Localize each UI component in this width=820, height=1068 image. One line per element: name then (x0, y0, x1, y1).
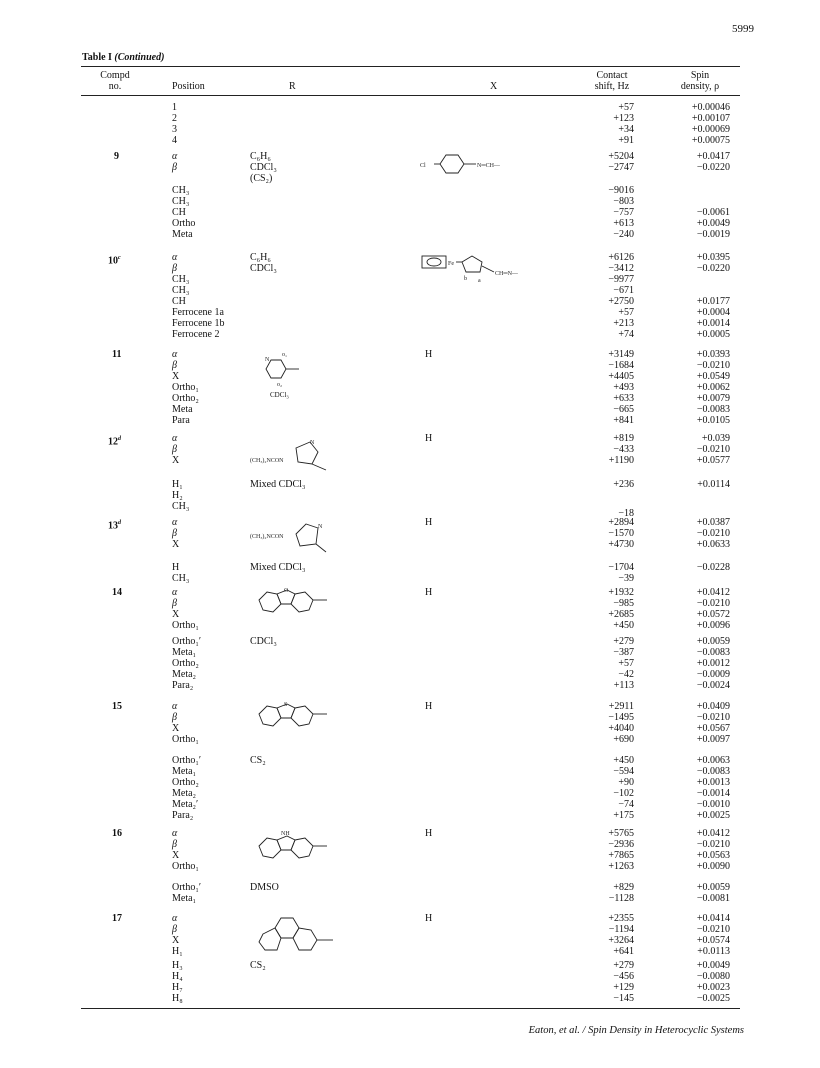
row-contact-shift: +829 (613, 882, 634, 893)
row-contact-shift: +4040 (608, 723, 634, 734)
row-position: Ortho₁′ (172, 636, 202, 647)
row-spin-density: +0.0062 (696, 382, 730, 393)
row-contact-shift: +1190 (608, 455, 634, 466)
x-14: H (425, 587, 433, 598)
row-contact-shift: +5204 (608, 151, 634, 162)
row-spin-density: −0.0083 (696, 404, 730, 415)
struct-cp-inner (427, 258, 441, 266)
x-13: H (425, 517, 433, 528)
row-position: α (172, 587, 178, 598)
compound-15: 15 (112, 701, 122, 712)
row-position: Ortho₁ (172, 734, 199, 745)
row-contact-shift: +57 (618, 307, 634, 318)
row-contact-shift: +2750 (608, 296, 634, 307)
row-spin-density: +0.0004 (696, 307, 730, 318)
struct-label-s: S (284, 702, 288, 708)
row-contact-shift: −102 (613, 788, 634, 799)
row-spin-density: +0.0574 (696, 935, 730, 946)
row-spin-density: +0.0005 (696, 329, 730, 340)
row-contact-shift: −240 (613, 229, 634, 240)
row-contact-shift: +236 (613, 479, 634, 490)
struct-ring-right (291, 592, 313, 612)
row-position: α (172, 701, 178, 712)
header-rule (81, 95, 740, 96)
row-contact-shift: −9977 (608, 274, 634, 285)
row-contact-shift: −456 (613, 971, 634, 982)
row-spin-density: +0.0177 (696, 296, 730, 307)
row-contact-shift: +819 (613, 433, 634, 444)
row-contact-shift: −1495 (608, 712, 634, 723)
struct-bond (312, 464, 326, 470)
row-position: H₃ (172, 960, 183, 971)
r-13-solvent: Mixed CDCl₃ (250, 562, 306, 573)
row-spin-density: −0.0009 (696, 669, 730, 680)
row-position: 1 (172, 102, 177, 113)
row-contact-shift: −985 (613, 598, 634, 609)
row-contact-shift: −671 (613, 285, 634, 296)
header-compd: Compd (100, 70, 130, 81)
row-spin-density: +0.0059 (696, 882, 730, 893)
row-position: Para₂ (172, 680, 194, 691)
row-position: Ortho₁′ (172, 882, 202, 893)
struct-bond (316, 544, 326, 552)
row-contact-shift: −433 (613, 444, 634, 455)
row-spin-density: +0.00107 (691, 113, 730, 124)
compound-10: 10$^c$ (108, 255, 121, 267)
row-position: X (172, 609, 180, 620)
row-contact-shift: −3412 (608, 263, 634, 274)
row-contact-shift: +2355 (608, 913, 634, 924)
row-contact-shift: −665 (613, 404, 634, 415)
structure-14 (255, 586, 345, 622)
row-contact-shift: +57 (618, 102, 634, 113)
row-spin-density: −0.0220 (696, 162, 730, 173)
r-11-solvent: CDCl₃ (270, 391, 289, 399)
row-spin-density: −0.0228 (696, 562, 730, 573)
row-position: α (172, 433, 178, 444)
struct-ring (440, 155, 464, 173)
header-position: Position (172, 81, 205, 92)
row-contact-shift: −2747 (608, 162, 634, 173)
compound-12: 12$^d$ (108, 436, 121, 448)
struct-ring-top (275, 918, 299, 938)
compound-11: 11 (112, 349, 122, 360)
row-contact-shift: +34 (618, 124, 634, 135)
row-contact-shift: +57 (618, 658, 634, 669)
row-position: β (172, 924, 177, 935)
row-position: CH₃ (172, 573, 190, 584)
row-position: CH₃ (172, 285, 190, 296)
row-position: Ferrocene 2 (172, 329, 220, 340)
struct-label-n: N (265, 357, 270, 363)
row-contact-shift: −1684 (608, 360, 634, 371)
row-position: β (172, 528, 177, 539)
row-spin-density: −0.0019 (696, 229, 730, 240)
struct-label-sub: (CH₃)₂NCON (250, 458, 284, 464)
row-position: H₄ (172, 971, 183, 982)
row-contact-shift: −1704 (608, 562, 634, 573)
structure-16 (255, 828, 345, 868)
compound-17: 17 (112, 913, 122, 924)
row-contact-shift: +279 (613, 636, 634, 647)
header-density: density, ρ (680, 81, 720, 92)
row-position: β (172, 360, 177, 371)
row-position: Ortho₁ (172, 861, 199, 872)
row-position: Para (172, 415, 190, 426)
row-spin-density: +0.0577 (696, 455, 730, 466)
row-position: Ortho₂ (172, 393, 199, 404)
row-spin-density: +0.0079 (696, 393, 730, 404)
row-contact-shift: +129 (613, 982, 634, 993)
row-position: α (172, 828, 178, 839)
row-spin-density: +0.0049 (696, 960, 730, 971)
row-position: X (172, 935, 180, 946)
row-position: CH (172, 296, 186, 307)
row-position: CH₃ (172, 185, 190, 196)
row-position: Meta₂ (172, 669, 197, 680)
structure-9 (420, 150, 550, 178)
row-spin-density: −0.0210 (696, 924, 730, 935)
row-contact-shift: −74 (618, 799, 634, 810)
struct-label-b: b (464, 276, 467, 282)
row-spin-density: +0.0563 (696, 850, 730, 861)
struct-label-chain: CH═N— (495, 271, 518, 277)
row-contact-shift: +4405 (608, 371, 634, 382)
row-spin-density: −0.0010 (696, 799, 730, 810)
row-position: Meta₁ (172, 766, 197, 777)
structure-10 (420, 250, 550, 286)
row-position: Meta₁ (172, 647, 197, 658)
row-contact-shift: +450 (613, 755, 634, 766)
row-contact-shift: +175 (613, 810, 634, 821)
r-9-solvent-2: CDCl₃ (250, 162, 277, 173)
row-position: Ferrocene 1a (172, 307, 224, 318)
row-contact-shift: +5765 (608, 828, 634, 839)
row-contact-shift: −9016 (608, 185, 634, 196)
row-contact-shift: +279 (613, 960, 634, 971)
struct-label-chain: N═CH— (477, 163, 500, 169)
row-position: CH (172, 207, 186, 218)
row-position: α (172, 252, 178, 263)
struct-ring-left (259, 928, 281, 950)
row-position: β (172, 712, 177, 723)
row-spin-density: +0.0090 (696, 861, 730, 872)
row-contact-shift: +2685 (608, 609, 634, 620)
struct-label-cl: Cl (420, 163, 426, 169)
row-spin-density: +0.0096 (696, 620, 730, 631)
row-spin-density: +0.0412 (696, 828, 730, 839)
struct-bond (482, 266, 494, 272)
row-contact-shift: −145 (613, 993, 634, 1004)
row-contact-shift: +213 (613, 318, 634, 329)
struct-ring-right (291, 838, 313, 858)
row-spin-density: +0.0393 (696, 349, 730, 360)
row-spin-density: +0.0025 (696, 810, 730, 821)
structure-12 (250, 434, 350, 474)
row-position: 2 (172, 113, 177, 124)
row-position: β (172, 839, 177, 850)
r-16-solvent: DMSO (250, 882, 279, 893)
row-contact-shift: −2936 (608, 839, 634, 850)
table-caption (82, 52, 164, 63)
row-position: H₈ (172, 993, 183, 1004)
row-spin-density: +0.039 (701, 433, 730, 444)
row-contact-shift: +4730 (608, 539, 634, 550)
row-position: β (172, 598, 177, 609)
row-contact-shift: +1263 (608, 861, 634, 872)
compound-16: 16 (112, 828, 122, 839)
r-12-solvent: Mixed CDCl₃ (250, 479, 306, 490)
row-position: Meta (172, 229, 193, 240)
row-spin-density: +0.0412 (696, 587, 730, 598)
row-spin-density: +0.0567 (696, 723, 730, 734)
row-spin-density: +0.0409 (696, 701, 730, 712)
row-position: α (172, 349, 178, 360)
structure-11 (255, 350, 315, 390)
r-9-solvent-1: C₆H₆ (250, 151, 271, 162)
struct-label-o1: o₁ (282, 352, 288, 358)
row-spin-density: −0.0210 (696, 839, 730, 850)
caption-suffix: (Continued) (114, 52, 165, 63)
row-position: X (172, 723, 180, 734)
row-position: H₁ (172, 946, 183, 957)
row-position: Ferrocene 1b (172, 318, 225, 329)
row-position: 3 (172, 124, 177, 135)
row-position: CH₃ (172, 274, 190, 285)
row-position: α (172, 151, 178, 162)
row-contact-shift: −594 (613, 766, 634, 777)
row-contact-shift: −757 (613, 207, 634, 218)
bottom-rule (81, 1008, 740, 1009)
row-spin-density: +0.00046 (691, 102, 730, 113)
row-contact-shift: −39 (618, 573, 634, 584)
row-spin-density: +0.0395 (696, 252, 730, 263)
x-12: H (425, 433, 433, 444)
row-contact-shift: +7865 (608, 850, 634, 861)
row-spin-density: +0.0013 (696, 777, 730, 788)
structure-13 (250, 518, 350, 558)
row-contact-shift: +613 (613, 218, 634, 229)
x-11: H (425, 349, 433, 360)
row-contact-shift: +690 (613, 734, 634, 745)
compound-14: 14 (112, 587, 122, 598)
row-contact-shift: +113 (613, 680, 634, 691)
row-position: Para₂ (172, 810, 194, 821)
top-rule (81, 66, 740, 67)
row-contact-shift: +91 (618, 135, 634, 146)
row-spin-density: +0.0105 (696, 415, 730, 426)
struct-ring (462, 256, 482, 272)
row-spin-density: +0.0012 (696, 658, 730, 669)
row-contact-shift: +123 (613, 113, 634, 124)
row-spin-density: −0.0210 (696, 528, 730, 539)
struct-label-nh: NH (281, 831, 290, 837)
row-spin-density: +0.0114 (697, 479, 730, 490)
struct-ring-right (293, 928, 317, 950)
row-spin-density: −0.0210 (696, 360, 730, 371)
row-contact-shift: −803 (613, 196, 634, 207)
row-contact-shift: +90 (618, 777, 634, 788)
r-17-solvent: CS₂ (250, 960, 266, 971)
struct-label-fe: Fe (448, 261, 454, 267)
r-14-solvent: CDCl₃ (250, 636, 277, 647)
struct-label-o: O (284, 588, 289, 594)
row-spin-density: +0.0414 (696, 913, 730, 924)
row-contact-shift: −1570 (608, 528, 634, 539)
row-spin-density: +0.0023 (696, 982, 730, 993)
row-position: Ortho₁′ (172, 755, 202, 766)
row-spin-density: −0.0210 (696, 598, 730, 609)
row-contact-shift: +6126 (608, 252, 634, 263)
struct-ring (296, 524, 318, 546)
row-position: Meta₁ (172, 893, 197, 904)
row-spin-density: +0.00075 (691, 135, 730, 146)
row-spin-density: +0.0572 (696, 609, 730, 620)
row-spin-density: +0.0049 (696, 218, 730, 229)
row-position: H (172, 562, 180, 573)
row-position: α (172, 517, 178, 528)
row-position: α (172, 913, 178, 924)
compound-13: 13$^d$ (108, 520, 121, 532)
row-contact-shift: −18 (618, 508, 634, 519)
row-contact-shift: +2911 (608, 701, 634, 712)
row-spin-density: +0.0014 (696, 318, 730, 329)
header-no: no. (108, 81, 122, 92)
row-position: Ortho₁ (172, 620, 199, 631)
row-spin-density: −0.0024 (696, 680, 730, 691)
row-spin-density: +0.0059 (696, 636, 730, 647)
row-spin-density: +0.00069 (691, 124, 730, 135)
row-position: H₂ (172, 490, 183, 501)
row-position: X (172, 539, 180, 550)
row-contact-shift: +633 (613, 393, 634, 404)
row-position: X (172, 371, 180, 382)
row-position: CH₃ (172, 501, 190, 512)
row-spin-density: −0.0025 (696, 993, 730, 1004)
struct-ring (266, 360, 286, 378)
row-spin-density: +0.0113 (697, 946, 730, 957)
r-10-solvent-1: C₆H₆ (250, 252, 271, 263)
row-contact-shift: −42 (618, 669, 634, 680)
row-spin-density: −0.0014 (696, 788, 730, 799)
row-position: Ortho₂ (172, 658, 199, 669)
row-position: Meta (172, 404, 193, 415)
row-spin-density: −0.0061 (696, 207, 730, 218)
header-shift: shift, Hz (594, 81, 630, 92)
struct-label-sub: (CH₃)₂NCON (250, 534, 284, 540)
row-spin-density: +0.0097 (696, 734, 730, 745)
struct-label-n: N (310, 440, 315, 446)
row-position: β (172, 444, 177, 455)
row-spin-density: +0.0387 (696, 517, 730, 528)
row-position: β (172, 263, 177, 274)
row-contact-shift: +841 (613, 415, 634, 426)
r-15-solvent: CS₂ (250, 755, 266, 766)
row-spin-density: −0.0083 (696, 647, 730, 658)
row-contact-shift: +493 (613, 382, 634, 393)
row-contact-shift: +2894 (608, 517, 634, 528)
row-spin-density: +0.0633 (696, 539, 730, 550)
row-contact-shift: +641 (613, 946, 634, 957)
struct-label-n: N (318, 524, 323, 530)
row-spin-density: −0.0080 (696, 971, 730, 982)
row-position: Ortho₂ (172, 777, 199, 788)
header-r: R (289, 81, 296, 92)
header-contact: Contact (596, 70, 628, 81)
row-position: 4 (172, 135, 177, 146)
row-spin-density: +0.0063 (696, 755, 730, 766)
structure-15 (255, 700, 345, 736)
row-spin-density: +0.0417 (696, 151, 730, 162)
row-position: β (172, 162, 177, 173)
r-9-solvent-3: (CS₂) (250, 173, 273, 184)
header-x: X (490, 81, 498, 92)
page-number: 5999 (732, 23, 754, 35)
struct-ring-right (291, 706, 313, 726)
row-position: Meta₂ (172, 788, 197, 799)
row-spin-density: −0.0220 (696, 263, 730, 274)
row-position: Meta₂′ (172, 799, 199, 810)
header-spin: Spin (690, 70, 710, 81)
row-position: CH₃ (172, 196, 190, 207)
structure-17 (255, 912, 355, 960)
r-10-solvent-2: CDCl₃ (250, 263, 277, 274)
row-spin-density: −0.0081 (696, 893, 730, 904)
struct-label-a: a (478, 278, 481, 284)
row-contact-shift: +3149 (608, 349, 634, 360)
caption-prefix: Table I (82, 52, 112, 63)
x-16: H (425, 828, 433, 839)
row-position: H₁ (172, 479, 183, 490)
row-position: Ortho₁ (172, 382, 199, 393)
struct-ring (296, 442, 318, 464)
row-position: H₇ (172, 982, 183, 993)
row-contact-shift: +74 (618, 329, 634, 340)
row-spin-density: −0.0083 (696, 766, 730, 777)
row-position: X (172, 455, 180, 466)
compound-9: 9 (114, 151, 119, 162)
row-contact-shift: +450 (613, 620, 634, 631)
row-position: X (172, 850, 180, 861)
row-contact-shift: +3264 (608, 935, 634, 946)
row-position: Ortho (172, 218, 196, 229)
row-spin-density: −0.0210 (696, 712, 730, 723)
row-spin-density: +0.0549 (696, 371, 730, 382)
row-spin-density: −0.0210 (696, 444, 730, 455)
x-17: H (425, 913, 433, 924)
row-contact-shift: −1194 (608, 924, 634, 935)
struct-label-o2: o₂ (277, 382, 283, 388)
row-contact-shift: −387 (613, 647, 634, 658)
row-contact-shift: −1128 (608, 893, 634, 904)
row-contact-shift: +1932 (608, 587, 634, 598)
x-15: H (425, 701, 433, 712)
running-footer: Eaton, et al. / Spin Density in Heterocyclic Systems (528, 1025, 744, 1036)
